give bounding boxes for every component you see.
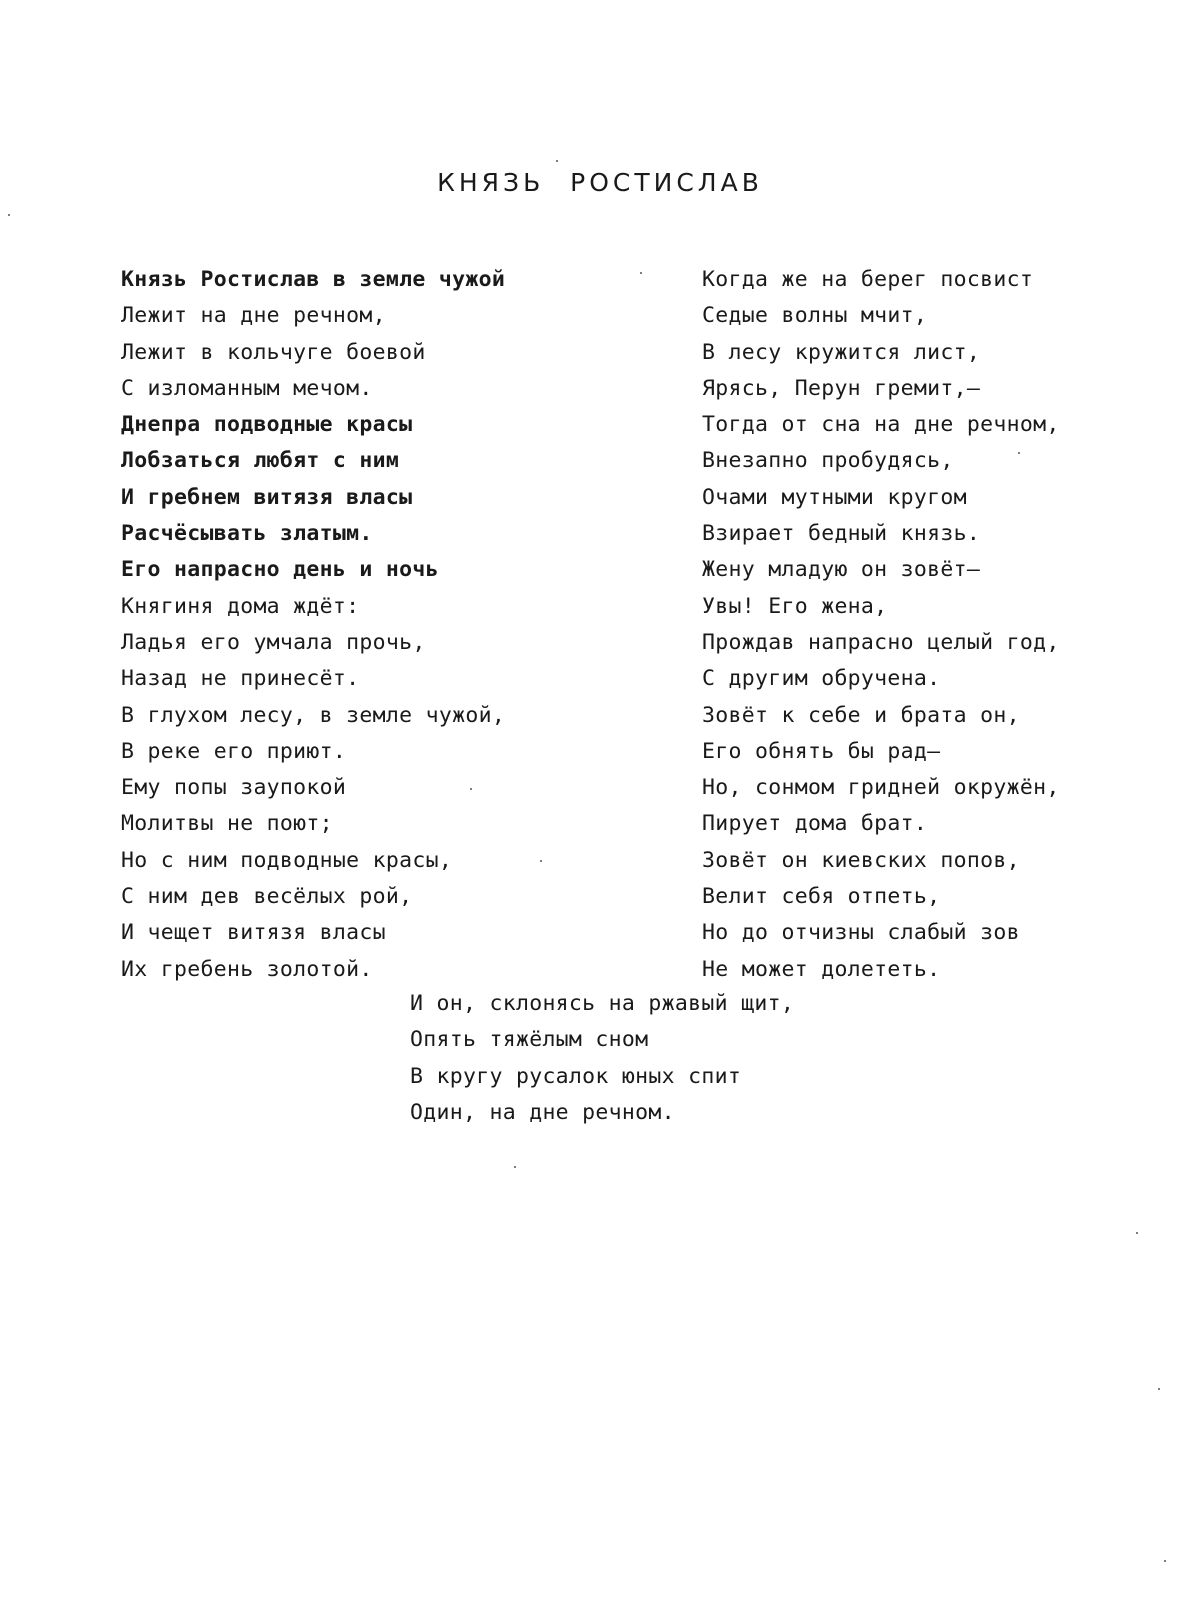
- poem-line: В кругу русалок юных спит: [410, 1063, 742, 1089]
- poem-line: Велит себя отпеть,: [702, 884, 941, 910]
- poem-line: Зовёт к себе и брата он,: [702, 702, 1020, 728]
- scan-speck: [540, 860, 542, 862]
- poem-line: Не может долететь.: [702, 956, 941, 982]
- poem-line: Пирует дома брат.: [702, 811, 928, 837]
- poem-line: Лобзаться любят с ним: [121, 448, 400, 474]
- scan-speck: [640, 272, 642, 274]
- poem-line: Жену младую он зовёт–: [702, 557, 981, 583]
- scan-speck: [1164, 1560, 1166, 1562]
- poem-line: Его напрасно день и ночь: [121, 557, 439, 583]
- final-stanza: [410, 986, 794, 1131]
- poem-line: Князь Ростислав в земле чужой: [121, 267, 506, 292]
- poem-line: Лежит на дне речном,: [121, 303, 386, 329]
- scan-speck: [8, 214, 10, 216]
- poem-line: Расчёсывать златым.: [121, 521, 373, 547]
- poem-line: И он, склонясь на ржавый щит,: [410, 991, 795, 1016]
- scan-speck: [556, 160, 558, 162]
- poem-line: Но до отчизны слабый зов: [702, 920, 1020, 946]
- poem-line: Назад не принесёт.: [121, 666, 360, 692]
- poem-line: Увы! Его жена,: [702, 593, 888, 619]
- poem-line: И гребнем витязя власы: [121, 484, 413, 510]
- poem-line: Седые волны мчит,: [702, 303, 928, 329]
- poem-line: Очами мутными кругом: [702, 484, 967, 510]
- poem-line: И чещет витязя власы: [121, 920, 386, 946]
- poem-line: Его обнять бы рад–: [702, 738, 941, 764]
- poem-line: Но с ним подводные красы,: [121, 847, 453, 873]
- poem-line: В глухом лесу, в земле чужой,: [121, 702, 506, 728]
- poem-line: Ярясь, Перун гремит,–: [702, 375, 981, 401]
- poem-line: Зовёт он киевских попов,: [702, 847, 1020, 873]
- poem-line: Когда же на берег посвист: [702, 267, 1034, 292]
- poem-title: КНЯЗЬ РОСТИСЛАВ: [437, 168, 763, 197]
- poem-line: Ему попы заупокой: [121, 775, 347, 801]
- poem-line: Днепра подводные красы: [121, 412, 413, 438]
- scan-speck: [470, 788, 472, 790]
- poem-line: Взирает бедный князь.: [702, 521, 981, 547]
- poem-line: Ладья его умчала прочь,: [121, 629, 426, 655]
- poem-line: Один, на дне речном.: [410, 1099, 675, 1125]
- poem-line: Княгиня дома ждёт:: [121, 593, 360, 619]
- poem-line: Лежит в кольчуге боевой: [121, 339, 426, 365]
- scan-speck: [514, 1166, 516, 1168]
- poem-line: В лесу кружится лист,: [702, 339, 981, 365]
- poem-line: Прождав напрасно целый год,: [702, 629, 1060, 655]
- left-column: [121, 262, 505, 988]
- poem-line: В реке его приют.: [121, 738, 347, 764]
- poem-line: Их гребень золотой.: [121, 956, 373, 982]
- scan-speck: [1158, 1388, 1160, 1390]
- poem-line: Тогда от сна на дне речном,: [702, 412, 1060, 438]
- scan-speck: [1018, 452, 1020, 454]
- right-column: [702, 262, 1060, 988]
- poem-line: С ним дев весёлых рой,: [121, 884, 413, 910]
- poem-line: Внезапно пробудясь,: [702, 448, 954, 474]
- poem-line: Но, сонмом гридней окружён,: [702, 775, 1060, 801]
- poem-line: С другим обручена.: [702, 666, 941, 692]
- poem-line: Опять тяжёлым сном: [410, 1027, 649, 1053]
- poem-line: Молитвы не поют;: [121, 811, 333, 837]
- scan-speck: [1136, 1232, 1138, 1234]
- poem-line: С изломанным мечом.: [121, 375, 373, 401]
